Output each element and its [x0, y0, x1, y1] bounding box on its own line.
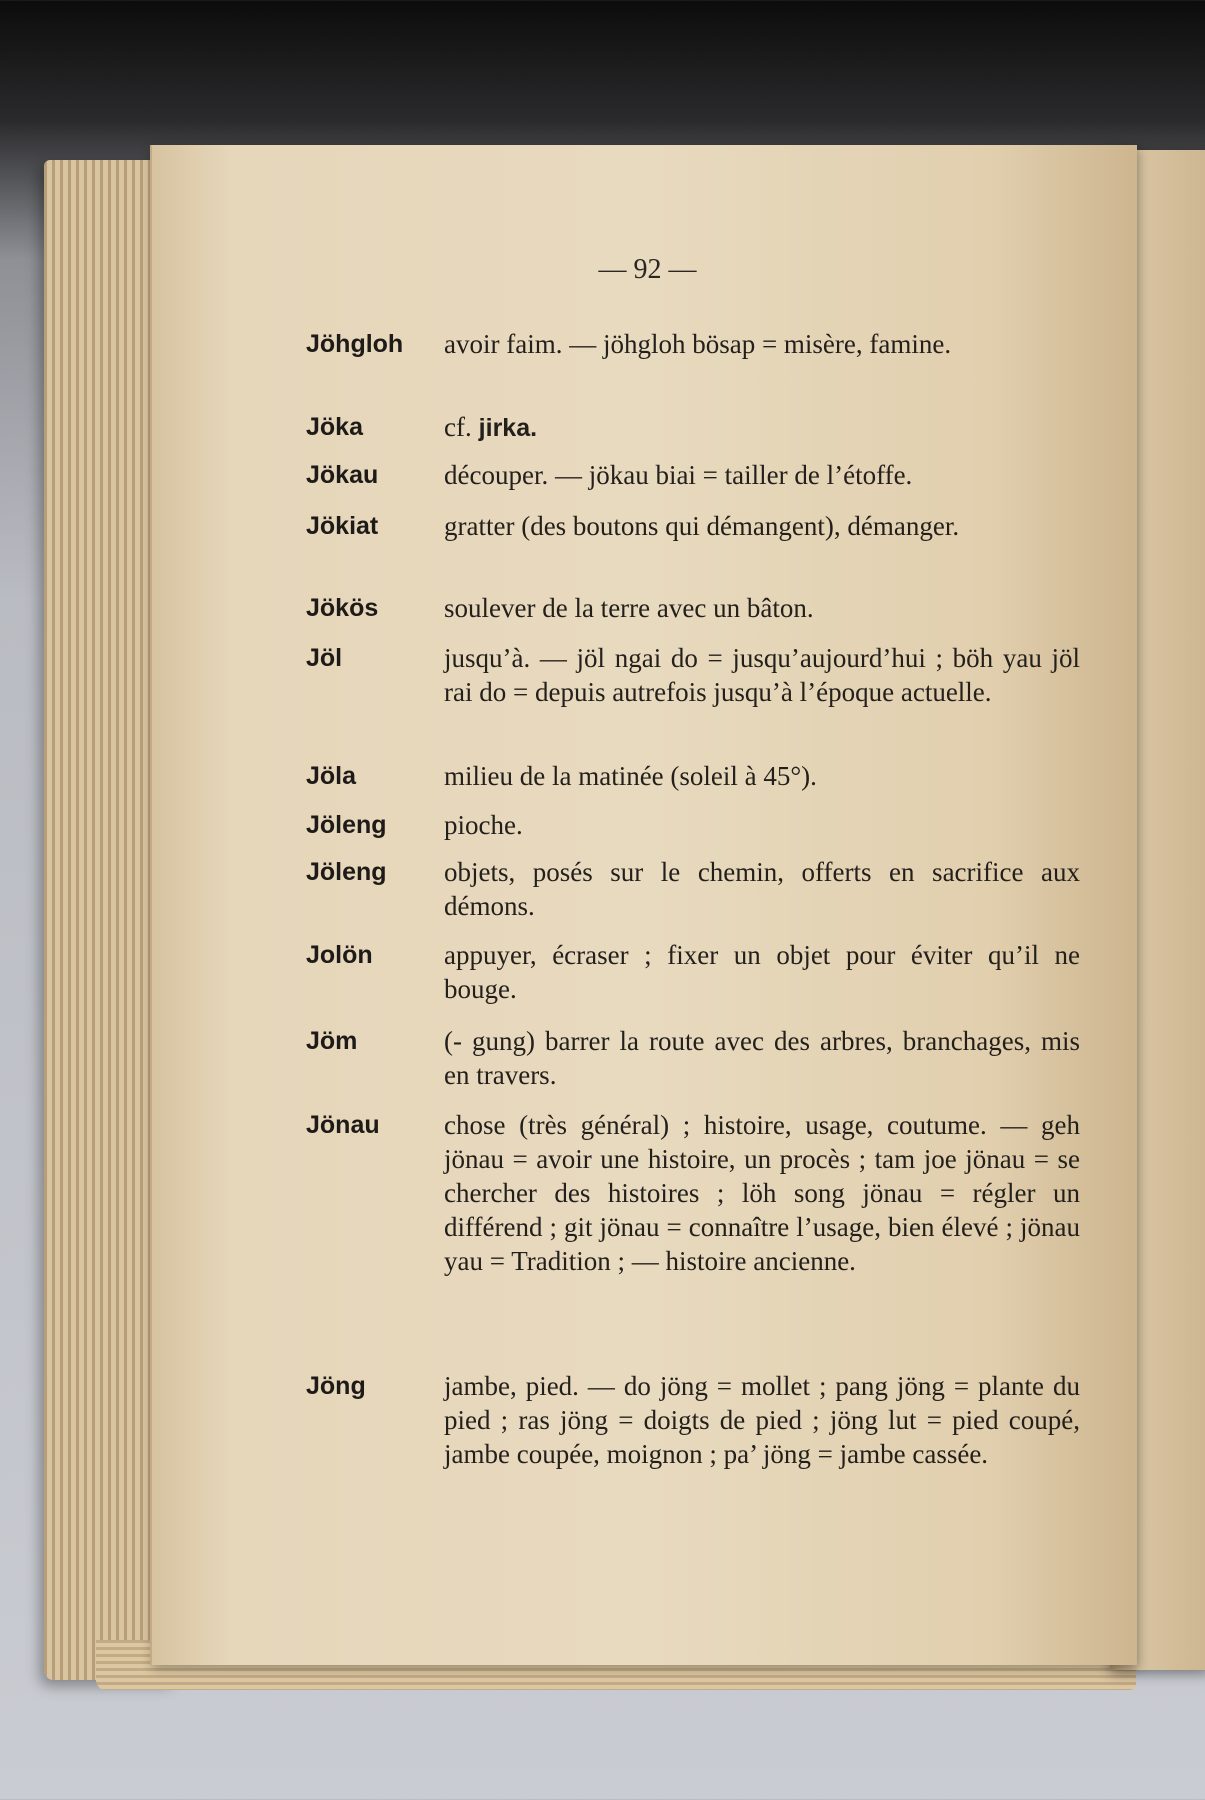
entry-headword: Jökiat	[306, 512, 379, 540]
definition-text: découper. — jökau biai = tailler de l’étoffe.	[444, 460, 913, 490]
definition-text: pioche.	[444, 810, 523, 840]
definition-text: objets, posés sur le chemin, offerts en sacrifice aux démons.	[444, 857, 1080, 921]
entry-definition	[444, 938, 1080, 1006]
cross-reference: jirka.	[471, 414, 538, 442]
entry-definition	[444, 1024, 1080, 1092]
entry-definition	[444, 327, 1080, 361]
entry-definition	[444, 1108, 1080, 1278]
entry-definition	[444, 458, 1080, 492]
entry-headword: Jöka	[306, 413, 363, 441]
entry-definition	[444, 591, 1080, 625]
entry-headword: Jöhgloh	[306, 330, 404, 358]
entry-headword: Jolön	[306, 941, 373, 969]
entry-headword: Jökau	[306, 461, 379, 489]
entry-headword: Jöl	[306, 644, 343, 672]
entry-definition	[444, 509, 1080, 543]
definition-text: appuyer, écraser ; fixer un objet pour éviter qu’il ne bouge.	[444, 940, 1080, 1004]
entry-definition	[444, 808, 1080, 842]
entry-headword: Jöm	[306, 1027, 358, 1055]
entry-headword: Jöleng	[306, 811, 387, 839]
entry-headword: Jökös	[306, 594, 379, 622]
entry-definition	[444, 410, 1080, 445]
definition-text: milieu de la matinée (soleil à 45°).	[444, 761, 817, 791]
entry-headword: Jöleng	[306, 858, 387, 886]
entry-definition	[444, 759, 1080, 793]
definition-text: cf.	[444, 412, 472, 442]
entry-definition	[444, 641, 1080, 709]
entry-headword: Jönau	[306, 1111, 380, 1139]
page-number: — 92 —	[598, 254, 697, 285]
definition-text: chose (très général) ; histoire, usage, coutume. — geh jönau = avoir une histoire, un procès ; tam joe jönau = se chercher des histoires ; löh song jönau = régler un différend ; git jönau = connaître l’usage, bien élevé ; jönau yau = Tradition ; — histoire ancienne.	[444, 1110, 1080, 1276]
definition-text: gratter (des boutons qui démangent), démanger.	[444, 511, 960, 541]
definition-text: avoir faim. — jöhgloh bösap = misère, famine.	[444, 329, 952, 359]
entry-definition	[444, 855, 1080, 923]
definition-text: jambe, pied. — do jöng = mollet ; pang jöng = plante du pied ; ras jöng = doigts de pied ; jöng lut = pied coupé, jambe coupée, moignon ; pa’ jöng = jambe cassée.	[444, 1371, 1080, 1469]
entry-definition	[444, 1369, 1080, 1471]
definition-text: soulever de la terre avec un bâton.	[444, 593, 814, 623]
definition-text: (- gung) barrer la route avec des arbres, branchages, mis en travers.	[444, 1026, 1080, 1090]
entry-headword: Jöng	[306, 1372, 366, 1400]
definition-text: jusqu’à. — jöl ngai do = jusqu’aujourd’hui ; böh yau jöl rai do = depuis autrefois jusqu’à l’époque actuelle.	[444, 643, 1080, 707]
entry-headword: Jöla	[306, 762, 357, 790]
